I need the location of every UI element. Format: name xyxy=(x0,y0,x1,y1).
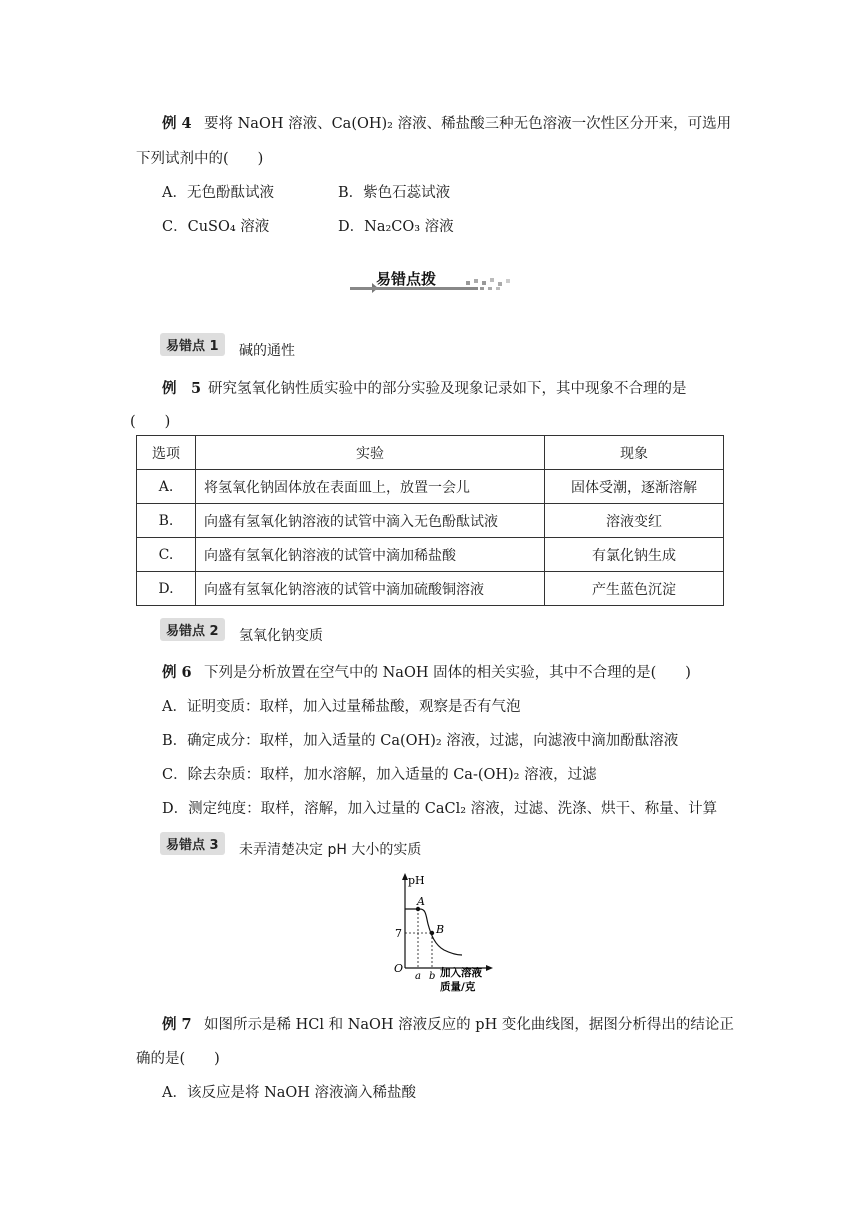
error-point-3-tag: 易错点 3 xyxy=(160,832,225,855)
x-axis-label-line2: 质量/克 xyxy=(440,981,476,993)
y-tick-7: 7 xyxy=(395,927,402,940)
example-6-question: 下列是分析放置在空气中的 NaOH 固体的相关实验，其中不合理的是( ) xyxy=(204,665,691,681)
example-5-question-line2: ( ) xyxy=(130,414,171,430)
table-cell-option: C. xyxy=(137,538,196,572)
table-cell-option: A. xyxy=(137,470,196,504)
example-6-option-a: A．证明变质：取样，加入过量稀盐酸，观察是否有气泡 xyxy=(162,699,521,715)
example-4-question-line1: 要将 NaOH 溶液、Ca(OH)₂ 溶液、稀盐酸三种无色溶液一次性区分开来，可选用 xyxy=(204,116,732,132)
banner-title: 易错点拨 xyxy=(376,270,437,288)
example-4-option-a: A．无色酚酞试液 xyxy=(162,185,274,201)
table-cell-experiment: 向盛有氢氧化钠溶液的试管中滴加硫酸铜溶液 xyxy=(196,572,545,606)
example-4-option-b: B．紫色石蕊试液 xyxy=(338,185,451,201)
example-5-label: 例 5 xyxy=(162,380,202,397)
error-point-3-title: 未弄清楚决定 pH 大小的实质 xyxy=(239,842,422,858)
table-header-row xyxy=(137,436,724,470)
error-point-2-title: 氢氧化钠变质 xyxy=(239,628,323,644)
table-cell-phenomenon: 有氯化钠生成 xyxy=(545,538,724,572)
example-4-option-c: C．CuSO₄ 溶液 xyxy=(162,219,270,235)
example-6-label: 例 6 xyxy=(162,664,192,681)
table-row xyxy=(137,572,724,606)
example-4-label: 例 4 xyxy=(162,115,192,132)
origin-label: O xyxy=(394,962,404,975)
table-cell-phenomenon: 溶液变红 xyxy=(545,504,724,538)
example-7-option-a: A．该反应是将 NaOH 溶液滴入稀盐酸 xyxy=(162,1085,417,1101)
experiment-table xyxy=(136,435,724,606)
x-tick-a: a xyxy=(415,971,421,982)
table-row xyxy=(137,504,724,538)
table-cell-option: D. xyxy=(137,572,196,606)
point-b-marker xyxy=(430,931,434,935)
example-7-label: 例 7 xyxy=(162,1016,192,1033)
example-4-option-d: D．Na₂CO₃ 溶液 xyxy=(338,219,454,235)
table-cell-experiment: 向盛有氢氧化钠溶液的试管中滴入无色酚酞试液 xyxy=(196,504,545,538)
table-header-experiment: 实验 xyxy=(196,436,545,470)
table-header-option: 选项 xyxy=(137,436,196,470)
example-6-option-b: B．确定成分：取样，加入适量的 Ca(OH)₂ 溶液，过滤，向滤液中滴加酚酞溶液 xyxy=(162,733,679,749)
table-cell-experiment: 将氢氧化钠固体放在表面皿上，放置一会儿 xyxy=(196,470,545,504)
example-7-question-line2: 确的是( ) xyxy=(136,1051,220,1067)
error-point-1-title: 碱的通性 xyxy=(239,343,295,359)
table-cell-phenomenon: 产生蓝色沉淀 xyxy=(545,572,724,606)
table-row xyxy=(137,470,724,504)
example-4-question-line2: 下列试剂中的( ) xyxy=(136,151,264,167)
point-b-label: B xyxy=(436,923,445,936)
error-point-2-tag: 易错点 2 xyxy=(160,618,225,641)
error-point-1-tag: 易错点 1 xyxy=(160,333,225,356)
table-header-phenomenon: 现象 xyxy=(545,436,724,470)
example-7-question-line1: 如图所示是稀 HCl 和 NaOH 溶液反应的 pH 变化曲线图，据图分析得出的结论正 xyxy=(204,1017,734,1033)
table-cell-phenomenon: 固体受潮，逐渐溶解 xyxy=(545,470,724,504)
y-axis-label: pH xyxy=(408,874,425,887)
ph-curve-graph xyxy=(380,868,510,994)
example-6-option-c: C．除去杂质：取样，加水溶解，加入适量的 Ca-(OH)₂ 溶液，过滤 xyxy=(162,767,597,783)
table-cell-option: B. xyxy=(137,504,196,538)
table-cell-experiment: 向盛有氢氧化钠溶液的试管中滴加稀盐酸 xyxy=(196,538,545,572)
example-6-option-d: D．测定纯度：取样，溶解，加入过量的 CaCl₂ 溶液，过滤、洗涤、烘干、称量、计算 xyxy=(162,801,718,817)
table-row xyxy=(137,538,724,572)
x-tick-b: b xyxy=(429,971,436,982)
point-a-label: A xyxy=(417,895,425,908)
x-axis-label-line1: 加入溶液 xyxy=(440,967,482,979)
x-axis-arrow xyxy=(486,965,493,971)
example-5-question-line1: 研究氢氧化钠性质实验中的部分实验及现象记录如下，其中现象不合理的是 xyxy=(208,381,687,397)
